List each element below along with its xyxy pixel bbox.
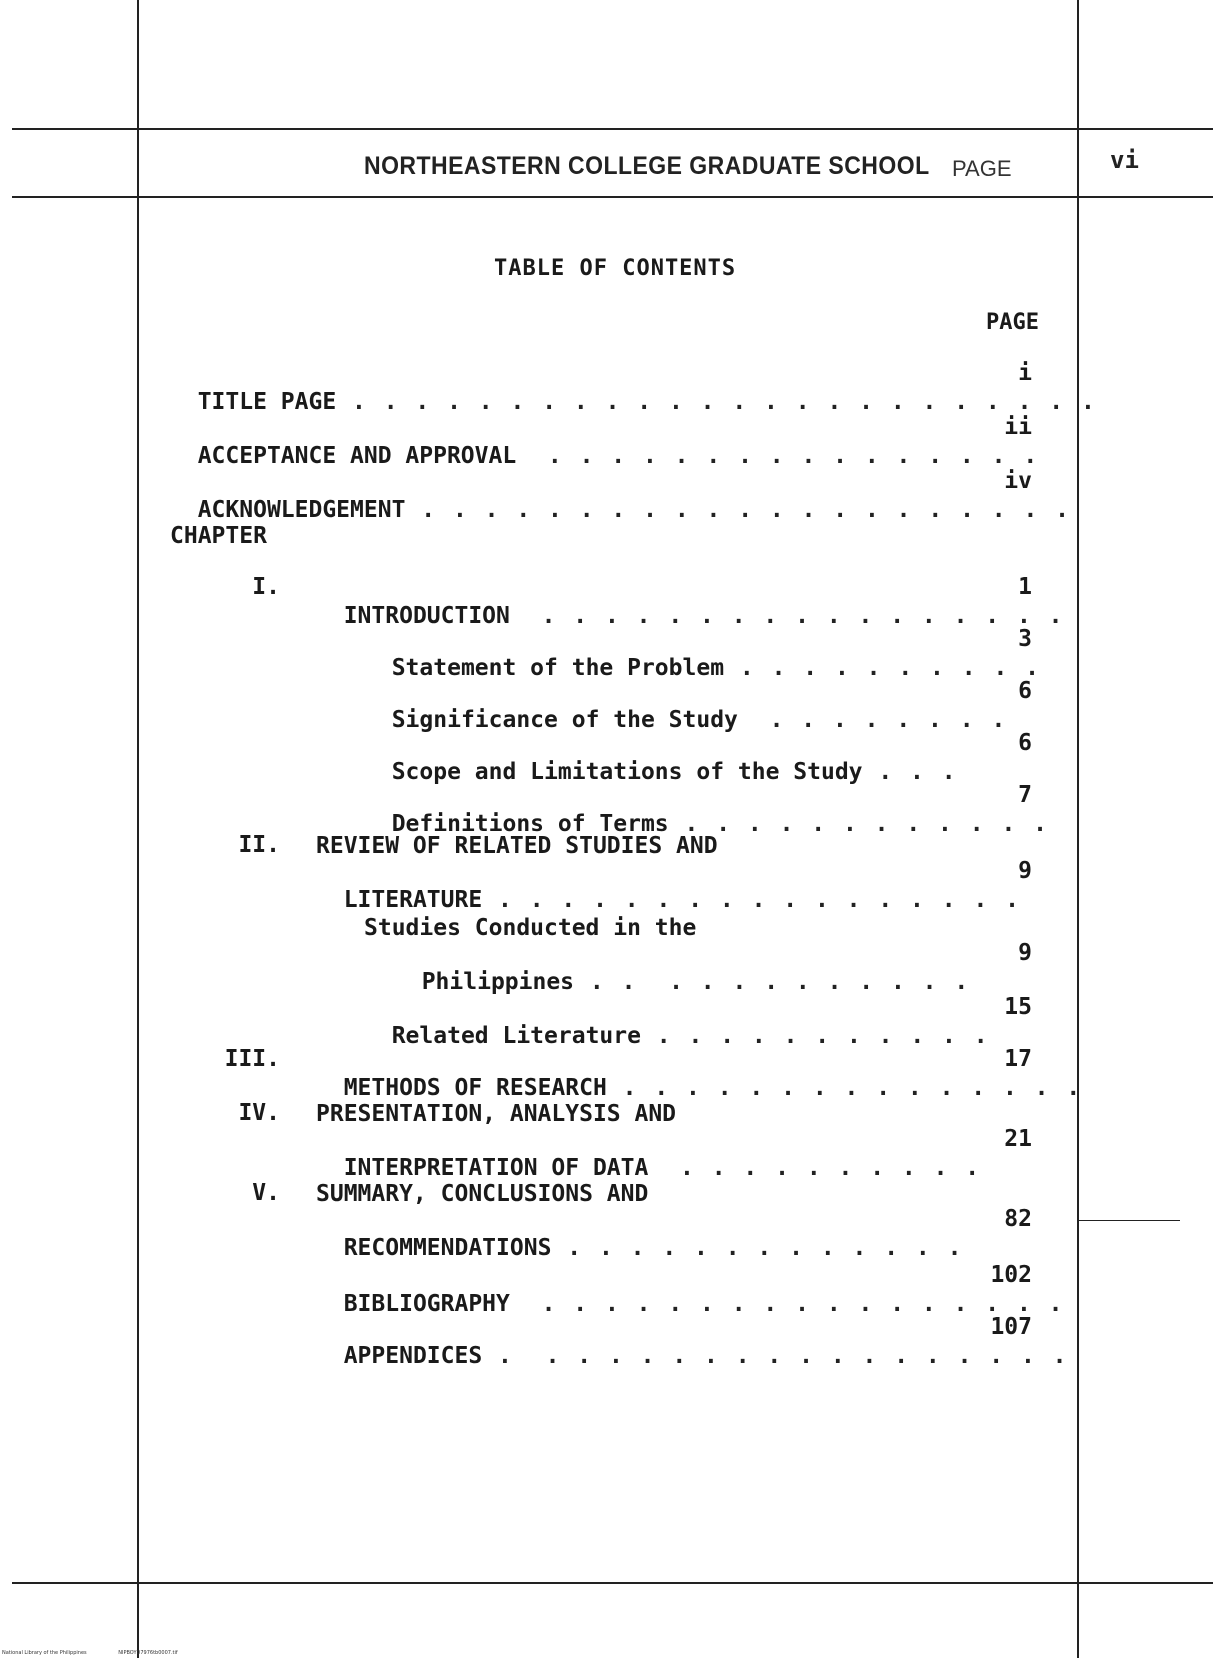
school-name: NORTHEASTERN COLLEGE GRADUATE SCHOOL <box>364 152 930 180</box>
toc-entry-chapter-5-line1: SUMMARY, CONCLUSIONS AND <box>316 1181 649 1207</box>
leader-dots: . . . . . . . . . . . . . . . . . <box>509 1291 1065 1317</box>
chapter-heading: CHAPTER <box>170 523 267 549</box>
leader-dots: . . . . . . . . . . . . . . . . . <box>509 603 1065 629</box>
leader-dots: . . . <box>862 759 958 785</box>
toc-section-studies-line1: Studies Conducted in the <box>364 915 697 941</box>
section-title: Scope and Limitations of the Study <box>391 759 863 785</box>
section-title: Related Literature <box>391 1023 641 1049</box>
toc-entry-chapter-5-line2 <box>316 1206 963 1262</box>
toc-page-appendices: 107 <box>990 1314 1032 1340</box>
toc-page-chapter-1: 1 <box>1018 574 1032 600</box>
toc-page-acceptance: ii <box>1004 414 1032 440</box>
toc-page-title-page: i <box>1018 360 1032 386</box>
toc-page-bibliography: 102 <box>990 1262 1032 1288</box>
header-bottom-rule <box>12 196 1213 198</box>
toc-page-chapter-2: 9 <box>1018 858 1032 884</box>
toc-section-significance <box>364 678 1007 734</box>
entry-label: APPENDICES <box>343 1343 483 1369</box>
toc-page-significance: 6 <box>1018 678 1032 704</box>
toc-page-acknowledgement: iv <box>1004 468 1032 494</box>
section-title: Statement of the Problem <box>391 655 725 681</box>
leader-dots: . . . . . . . . . . . . . . . . . . . . . . . . <box>336 389 1097 415</box>
toc-entry-appendices <box>316 1314 1069 1370</box>
toc-page-chapter-3: 17 <box>1004 1046 1032 1072</box>
toc-entry-chapter-4-line2 <box>316 1126 981 1182</box>
toc-page-studies: 9 <box>1018 940 1032 966</box>
chapter-number: I. <box>252 574 280 600</box>
leader-dots: . . . . . . . . . . . . . . . . . . <box>482 1343 1069 1369</box>
leader-dots: . . . . . . . . . . . . <box>668 811 1049 837</box>
toc-page-chapter-4: 21 <box>1004 1126 1032 1152</box>
toc-entry-acknowledgement <box>170 468 1071 524</box>
entry-label: TITLE PAGE <box>197 389 337 415</box>
chapter-title: LITERATURE <box>343 887 483 913</box>
section-title: Philippines <box>421 969 575 995</box>
right-margin-rule <box>1077 0 1079 1658</box>
chapter-number: III. <box>224 1046 280 1072</box>
section-title: Significance of the Study <box>391 707 738 733</box>
leader-dots: . . . . . . . . . . . . . . . <box>606 1075 1083 1101</box>
left-margin-rule <box>137 0 139 1658</box>
library-credit: National Library of the Philippines <box>2 1650 87 1656</box>
toc-section-statement <box>364 626 1041 682</box>
leader-dots: . . . . . . . . . . . . . . . . <box>516 443 1040 469</box>
entry-label: ACKNOWLEDGEMENT <box>197 497 406 523</box>
entry-label: BIBLIOGRAPHY <box>343 1291 510 1317</box>
entry-label: ACCEPTANCE AND APPROVAL <box>197 443 517 469</box>
toc-entry-chapter-2-line1: REVIEW OF RELATED STUDIES AND <box>316 833 718 859</box>
chapter-number: IV. <box>238 1100 280 1126</box>
toc-section-definitions <box>364 782 1049 838</box>
leader-dots: . . . . . . . . . . . . <box>574 969 971 995</box>
toc-entry-acceptance <box>170 414 1039 470</box>
chapter-title: INTRODUCTION <box>343 603 510 629</box>
toc-entry-title-page <box>170 360 1097 416</box>
toc-entry-chapter-2-line2 <box>316 858 1021 914</box>
toc-page-definitions: 7 <box>1018 782 1032 808</box>
toc-section-studies-line2 <box>394 940 970 996</box>
chapter-title: METHODS OF RESEARCH <box>343 1075 607 1101</box>
leader-dots: . . . . . . . . . . . . . <box>551 1235 964 1261</box>
toc-section-related-literature <box>364 994 990 1050</box>
section-title: Definitions of Terms <box>391 811 669 837</box>
chapter-title: RECOMMENDATIONS <box>343 1235 552 1261</box>
scan-filename: NIPBOYD7976tb0007.tif <box>118 1650 178 1656</box>
toc-entry-chapter-1 <box>316 574 1065 630</box>
leader-dots: . . . . . . . . . . . <box>640 1023 990 1049</box>
chapter-number: II. <box>238 832 280 858</box>
page-column-heading: PAGE <box>986 310 1039 335</box>
leader-dots: . . . . . . . . . . <box>724 655 1041 681</box>
toc-page-chapter-5: 82 <box>1004 1206 1032 1232</box>
toc-page-scope: 6 <box>1018 730 1032 756</box>
scan-footer <box>2 1650 208 1656</box>
side-tick-rule <box>1077 1220 1180 1221</box>
toc-entry-chapter-4-line1: PRESENTATION, ANALYSIS AND <box>316 1101 677 1127</box>
toc-entry-bibliography <box>316 1262 1065 1318</box>
page-folio: vi <box>1110 146 1139 174</box>
header-page-label: PAGE <box>952 156 1012 181</box>
chapter-title: INTERPRETATION OF DATA <box>343 1155 649 1181</box>
leader-dots: . . . . . . . . <box>737 707 1008 733</box>
toc-page-statement: 3 <box>1018 626 1032 652</box>
toc-page-related-literature: 15 <box>1004 994 1032 1020</box>
footer-rule <box>12 1582 1213 1584</box>
leader-dots: . . . . . . . . . . . . . . . . . . . . . <box>405 497 1072 523</box>
toc-section-scope <box>364 730 958 786</box>
header-top-rule <box>12 128 1213 130</box>
leader-dots: . . . . . . . . . . . . . . . . . <box>482 887 1021 913</box>
toc-entry-chapter-3 <box>316 1046 1082 1102</box>
leader-dots: . . . . . . . . . . <box>648 1155 982 1181</box>
toc-title: TABLE OF CONTENTS <box>494 256 737 281</box>
chapter-number: V. <box>252 1180 280 1206</box>
